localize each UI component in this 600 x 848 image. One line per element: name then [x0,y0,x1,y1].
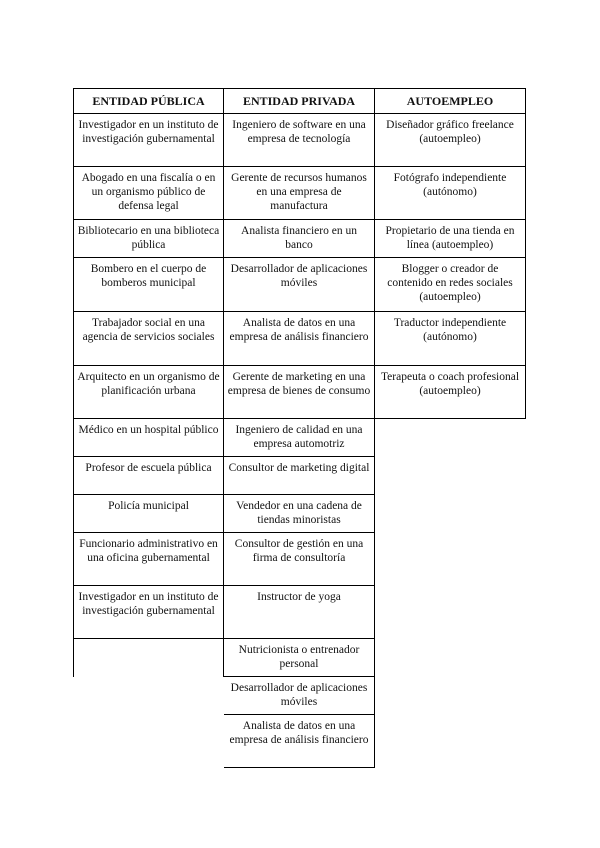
table-cell: Abogado en una fiscalía o en un organismo público de defensa legal [73,167,224,220]
column-public [73,114,224,677]
table-cell: Ingeniero de software en una empresa de tecnología [224,114,375,167]
table-cell: Investigador en un instituto de investigación gubernamental [73,586,224,639]
table-cell: Profesor de escuela pública [73,457,224,495]
table-cell: Consultor de gestión en una firma de consultoría [224,533,375,586]
table-cell: Nutricionista o entrenador personal [224,639,375,677]
table-cell: Terapeuta o coach profesional (autoempleo) [375,366,526,419]
header-public: ENTIDAD PÚBLICA [73,88,224,114]
table-cell: Policía municipal [73,495,224,533]
table-cell: Gerente de marketing en una empresa de bienes de consumo [224,366,375,419]
table-cell: Funcionario administrativo en una oficina gubernamental [73,533,224,586]
table-cell: Arquitecto en un organismo de planificación urbana [73,366,224,419]
table-cell: Consultor de marketing digital [224,457,375,495]
table-cell: Médico en un hospital público [73,419,224,457]
table-cell: Blogger o creador de contenido en redes sociales (autoempleo) [375,258,526,312]
table-cell: Traductor independiente (autónomo) [375,312,526,366]
table-cell: Propietario de una tienda en línea (autoempleo) [375,220,526,258]
column-private [224,114,375,768]
table-cell: Gerente de recursos humanos en una empresa de manufactura [224,167,375,220]
table-cell: Diseñador gráfico freelance (autoempleo) [375,114,526,167]
table-cell [73,639,224,677]
table-header-row [73,88,527,114]
table-cell: Analista financiero en un banco [224,220,375,258]
table-cell: Bibliotecario en una biblioteca pública [73,220,224,258]
table-cell: Desarrollador de aplicaciones móviles [224,258,375,312]
table-cell: Analista de datos en una empresa de análisis financiero [224,312,375,366]
table-cell: Investigador en un instituto de investigación gubernamental [73,114,224,167]
table-cell: Vendedor en una cadena de tiendas minoristas [224,495,375,533]
table-cell: Fotógrafo independiente (autónomo) [375,167,526,220]
table-cell: Bombero en el cuerpo de bomberos municipal [73,258,224,312]
table-cell: Desarrollador de aplicaciones móviles [224,677,375,715]
table-cell: Ingeniero de calidad en una empresa automotriz [224,419,375,457]
header-self-employed: AUTOEMPLEO [375,88,526,114]
table-cell: Analista de datos en una empresa de análisis financiero [224,715,375,768]
table-cell: Instructor de yoga [224,586,375,639]
column-self-employed [375,114,526,419]
header-private: ENTIDAD PRIVADA [224,88,375,114]
table-cell: Trabajador social en una agencia de servicios sociales [73,312,224,366]
occupation-table [73,88,527,768]
